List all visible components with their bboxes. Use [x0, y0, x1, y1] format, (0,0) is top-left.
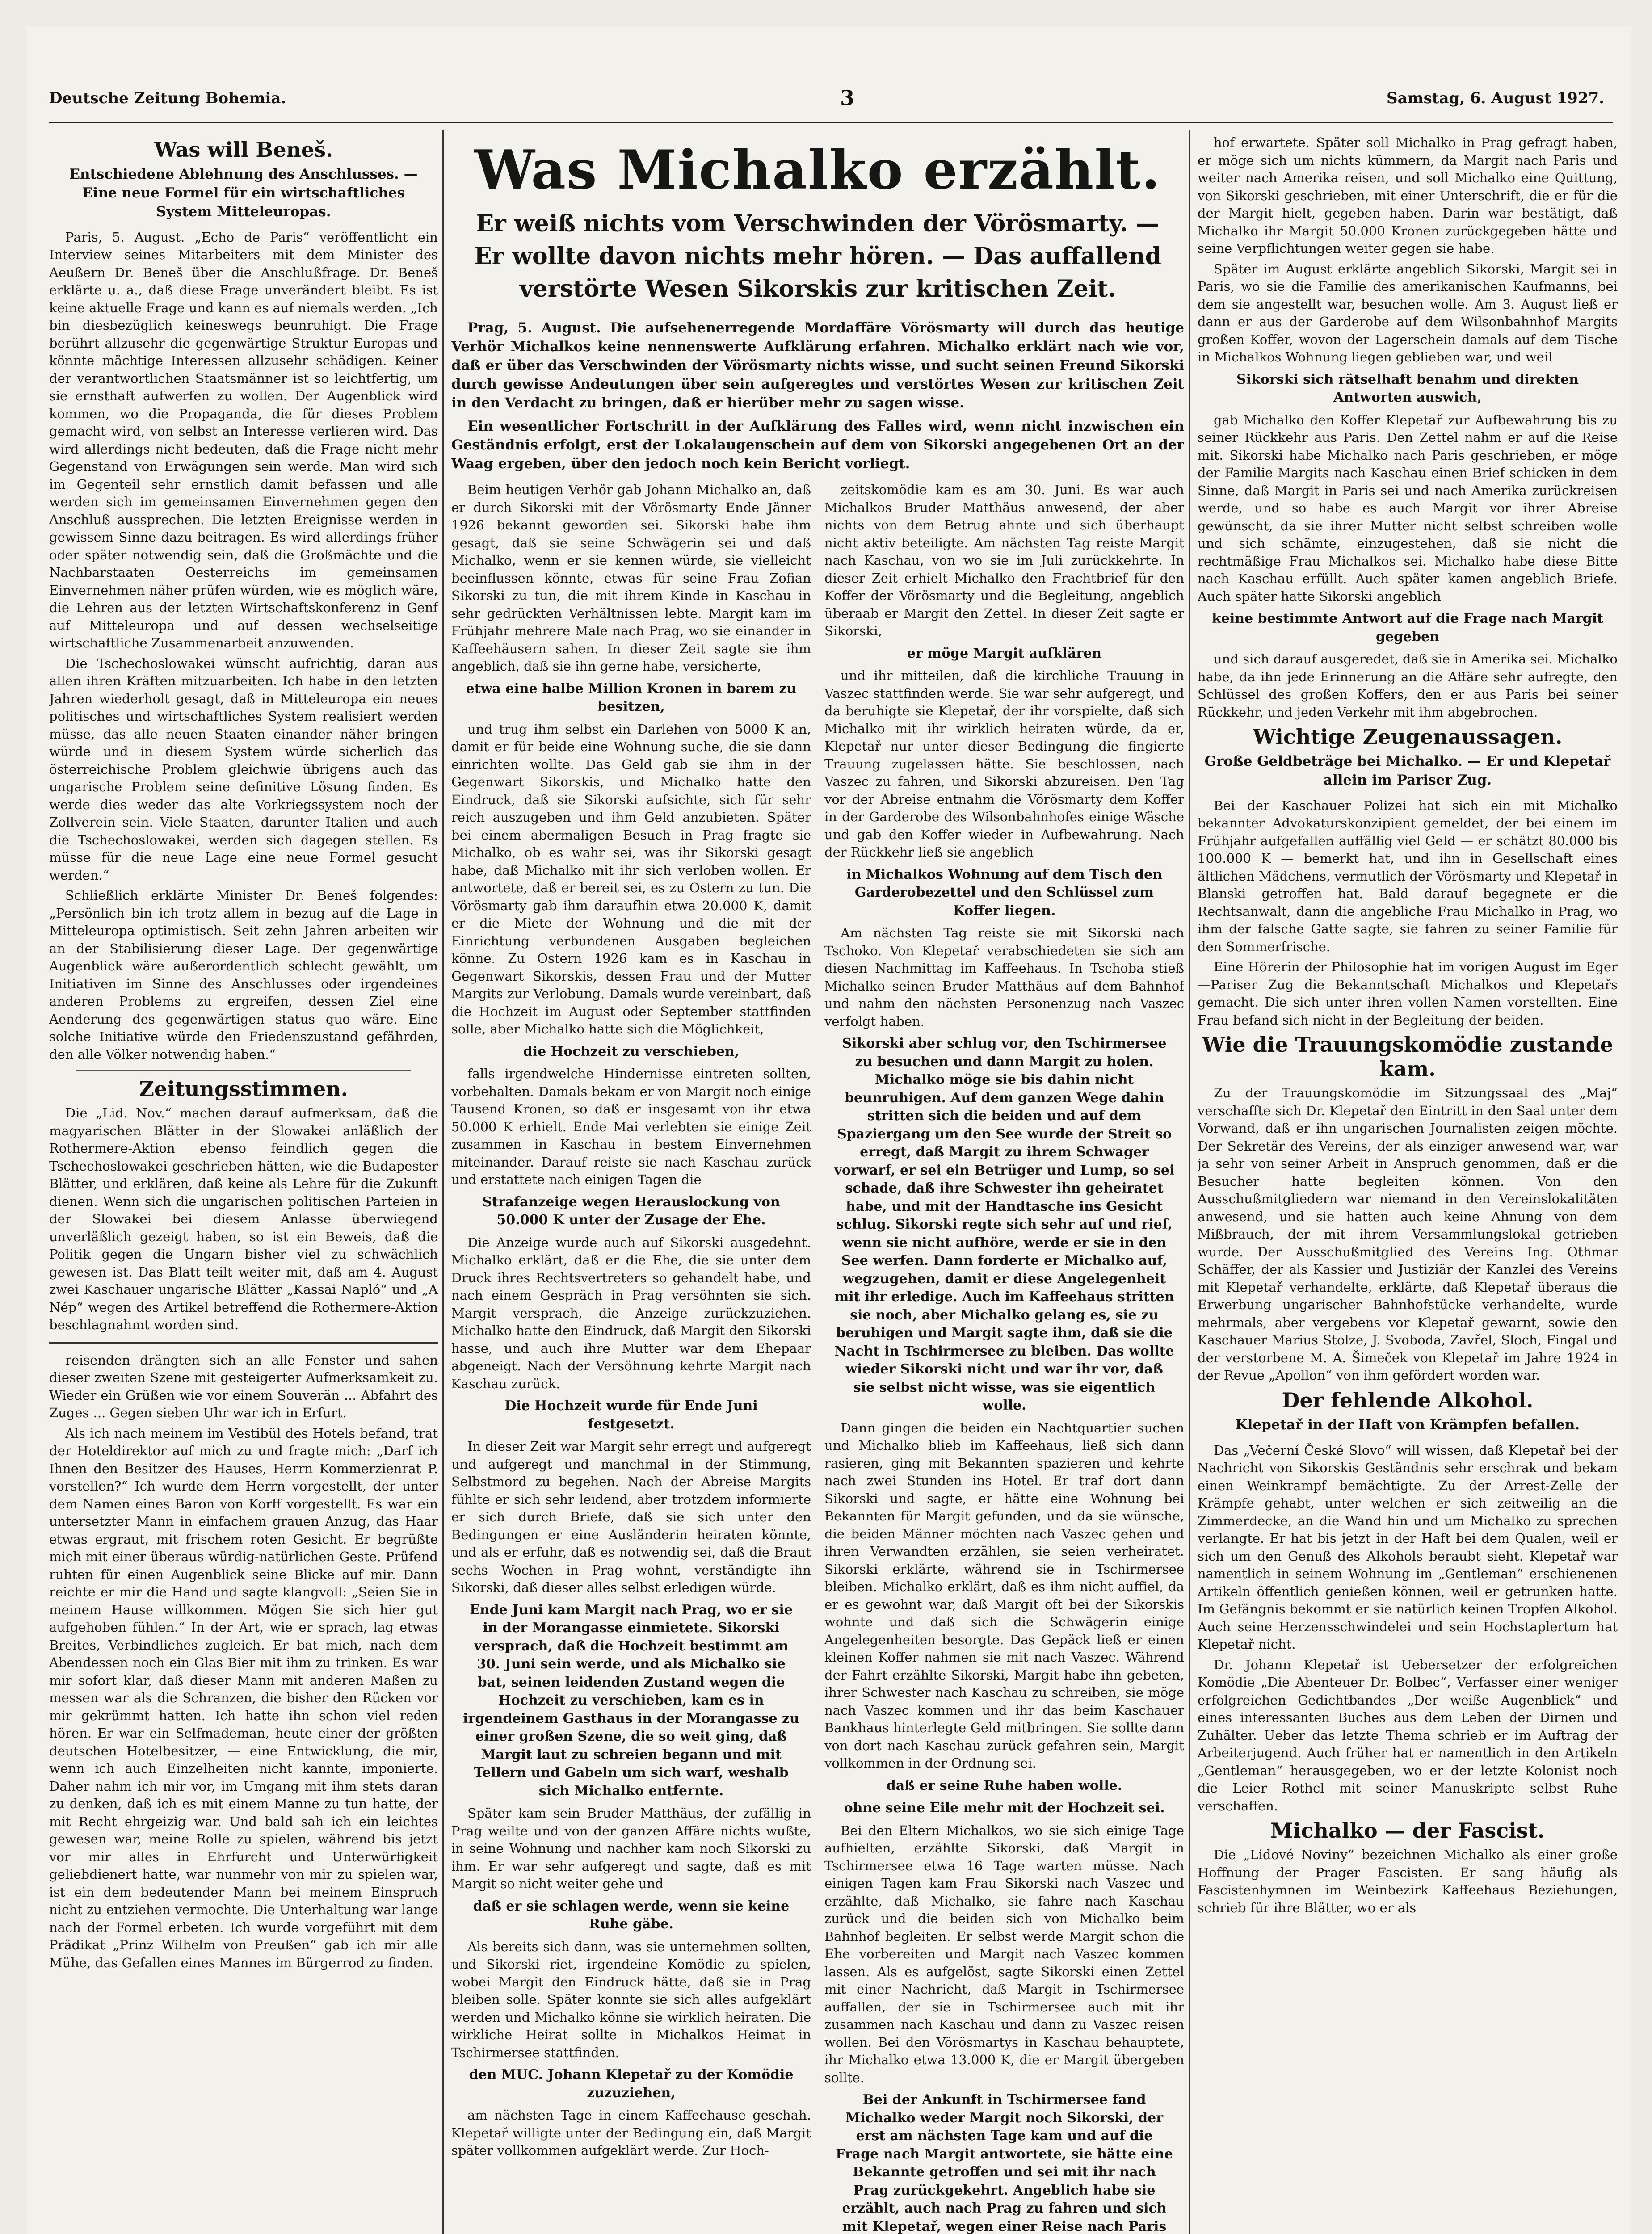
interline: Bei der Ankunft in Tschirmersee fand Michalko weder Margit noch Sikorski, der erst am nächsten Tage kam und auf die Frage nach Margit antwortete, sie hätte eine Bekannte getroffen und sei mit ihr nach Prag zurückgekehrt. Angeblich habe sie erzählt, auch nach Prag zu fahren und sich mit Klepetař, wegen einer Reise nach Paris	[836, 2092, 1173, 2234]
column-right	[1198, 134, 1618, 2234]
newspaper-page	[27, 27, 1631, 2234]
paragraph: Schließlich erklärte Minister Dr. Beneš folgendes: „Persönlich bin ich trotz allem in bezug auf die Lage in Mitteleuropa optimistisch. Seit zehn Jahren arbeiten wir an der Stabilisierung dieser Lage. Der gegenwärtige Augenblick wäre außerordentlich schlecht gewählt, um Initiativen im Sinne des Anschlusses oder irgendeines anderen Problems zu ergreifen, dessen Ziel eine Aenderung des gegenwärtigen status quo wäre. Eine solche Initiative würde den Friedenszustand gefährden, den alle Völker notwendig haben.“	[49, 888, 438, 1062]
interline: den MUC. Johann Klepetař zu der Komödie zuzuziehen,	[469, 2067, 794, 2101]
lead-paragraph-2: Ein wesentlicher Fortschritt in der Aufklärung des Falles wird, wenn nicht inzwischen ein Geständnis erfolgt, erst der Lokalaugenschein auf dem von Sikorski angegebenen Ort an der Waag ergeben, über den jedoch noch kein Bericht vorliegt.	[451, 418, 1184, 472]
paragraph: am nächsten Tage in einem Kaffeehause geschah. Klepetař willigte unter der Bedingung ein, daß Margit später vollkommen aufgeklärt werde. Zur Hoch-	[451, 2108, 811, 2158]
article-subhead-benes: Entschiedene Ablehnung des Anschlusses. — Eine neue Formel für ein wirtschaftliches System Mitteleuropas.	[69, 166, 418, 220]
paragraph: Bei den Eltern Michalkos, wo sie sich einige Tage aufhielten, erzählte Sikorski, daß Margit in Tschirmersee etwa 16 Tage warten müsse. Nach einigen Tagen kam Frau Sikorski nach Vaszec und erzählte, daß Michalko, sie fahre nach Kaschau zurück und die beiden sich von Michalko beim Bahnhof begleiten. Er selbst werde Margit schon die Ehe vorbereiten und Margit nach Vaszec kommen lassen. Als es aufgelöst, sagte Sikorski einen Zettel mit einer Nachricht, daß Margit in Tschirmersee auffallen, der sie in Tschirmersee auch mit ihr zusammen nach Kaschau und dann zu Vaszec reisen wollen. Bei den Vörösmartys in Kaschau behauptete, ihr Michalko etwa 13.000 K, die er Margit übergeben sollte.	[824, 1822, 1184, 2085]
paragraph: Als bereits sich dann, was sie unternehmen sollten, und Sikorski riet, irgendeine Komödie zu spielen, wobei Margit den Eindruck hätte, daß sie in Prag bleiben solle. Später konnte sie sich alles aufgeklärt werden und Michalko könne sie wirklich heiraten. Die wirkliche Heirat sollte in Michalkos Heimat in Tschirmersee stattfinden.	[451, 1939, 811, 2060]
paragraph: Später kam sein Bruder Matthäus, der zufällig in Prag weilte und von der ganzen Affäre nichts wußte, in seine Wohnung und nachher kam noch Sikorski zu ihm. Er war sehr aufgeregt und sagte, daß es mit Margit so nicht weiter gehe und	[451, 1806, 811, 1892]
paragraph: Die Tschechoslowakei wünscht aufrichtig, daran aus allen ihren Kräften mitzuarbeiten. Ich habe in den letzten Jahren wiederholt gesagt, daß in Mitteleuropa ein neues politisches und wirtschaftliches System realisiert werden müsse, das alle neuen Staaten einander näher bringen würde und in diesem System würde sicherlich das österreichische Problem gleichwie übrigens auch das ungarische Problem seine definitive Lösung finden. Es werde dies weder das alte Vorkriegssystem noch der Zollverein sein. Viele Staaten, darunter Italien und auch die Tschechoslowakei, werden sich dagegen stellen. Es müsse für die neue Lage eine neue Formel gesucht werden.“	[49, 655, 438, 883]
running-header	[49, 86, 1613, 121]
paragraph: Die „Lidové Noviny“ bezeichnen Michalko als einer große Hoffnung der Prager Fascisten. Er sang häufig als Fascistenhymnen im Weinbezirk Kaffeehaus Beziehungen, schrieb für ihre Blätter, wo er als	[1198, 1847, 1618, 1915]
subcolumn-right	[824, 481, 1184, 2234]
column-divider-2	[1189, 130, 1190, 2234]
paragraph: Als ich nach meinem im Vestibül des Hotels befand, trat der Hoteldirektor auf mich zu und fragte mich: „Darf ich Ihnen den Besitzer des Hauses, Herrn Kommerzienrat P. vorstellen?“ Ich wurde dem Herrn vorgestellt, der unter dem Namen eines Baron von Korff vorgestellt. Es war ein untersetzter Mann in einfachem grauen Anzug, das Haar etwas ergraut, mit frischem roten Gesicht. Er begrüßte mich mit einer überaus würdig-natürlichen Geste. Prüfend ruhten für einen Augenblick seine Blicke auf mir. Dann reichte er mir die Hand und sagte klangvoll: „Seien Sie in meinem Hause willkommen. Mögen Sie sich hier gut aufgehoben fühlen.“ In der Art, wie er sprach, lag etwas Breites, Verbindliches zugleich. Er bat mich, nach dem Abendessen noch ein Glas Bier mit ihm zu trinken. Es war mir sofort klar, daß dieser Mann mit anderen Maßen zu messen war als die Schranzen, die bisher den Rücken vor mir gekrümmt hatten. Ich hatte ihn schon viel reden hören. Er war ein Selfmademan, heute einer der größten deutschen Hotelbesitzer, — eine Entwicklung, die mir, wenn ich auch Einzelheiten nicht kannte, imponierte. Daher nahm ich mir vor, im Umgang mit ihm stets daran zu denken, daß ich es mit einem Manne zu tun hatte, der mit Recht ehrgeizig war. Und bald sah ich ein leichtes gewesen war, meine Rolle zu spielen, während bis jetzt vor mir alles in Ehrfurcht und Unterwürfigkeit geliebdienert hatte, war nunmehr von mir zu spielen war, ist ein dem bedeutender Mann bei meinem Einspruch nicht zu entziehen vermochte. Die Unterhaltung war lange nach der Formel erbeten. Ich wurde vorgeführt mit dem Prädikat „Prinz Wilhelm von Preußen“ gab ich mir alle Mühe, das Gefallen eines Mannes im Bürgerrod zu finden.	[49, 1425, 438, 1970]
paragraph: gab Michalko den Koffer Klepetař zur Aufbewahrung bis zu seiner Rückkehr aus Paris. Den Zettel nahm er auf die Reise mit. Sikorski habe Michalko nach Paris geschrieben, er möge der Familie Margits nach Kaschau einen Brief schicken in dem Sinne, daß Margit in Paris sei und nach Amerika zurückreisen werde, und so habe es auch Margit vor ihrer Abreise gewünscht, da sie ihrer Mutter nicht selbst schreiben wolle und sich schämte, einzugestehen, daß sie nicht die rechtmäßige Frau Michalkos sei. Michalko habe diese Bitte nach Kaschau erfüllt. Auch später kamen angeblich Briefe. Auch später hatte Sikorski angeblich	[1198, 412, 1618, 604]
lead-subheadline: Er weiß nichts vom Verschwinden der Vörösmarty. — Er wollte davon nichts mehr hören. — Das auffallend verstörte Wesen Sikorskis zur kritischen Zeit.	[474, 210, 1161, 302]
paragraph: reisenden drängten sich an alle Fenster und sahen dieser zweiten Szene mit gesteigerter Aufmerksamkeit zu. Wieder ein Grüßen wie vor einem Souverän ... Abfahrt des Zuges ... Gegen sieben Uhr war ich in Erfurt.	[49, 1352, 438, 1421]
paragraph: und trug ihm selbst ein Darlehen von 5000 K an, damit er für beide eine Wohnung suche, die sie dann einrichten wollte. Das Geld gab sie ihm in der Gegenwart Sikorskis, und Michalko hatte den Eindruck, daß sie Sikorski aufsichte, sich für sehr reich auszugeben und ihm Geld anzubieten. Später bei einem abermaligen Besuch in Prag fragte sie Michalko, ob es wahr sei, was ihr Sikorski gesagt habe, daß Michalko mit ihr sich verloben wollen. Er antwortete, daß er bereit sei, es zu Ostern zu tun. Die Vörösmarty gab ihm daraufhin etwa 20.000 K, damit er die Miete der Wohnung und die mit der Einrichtung verbundenen Ausgaben begleichen könne. Zu Ostern 1926 kam es in Kaschau in Gegenwart Sikorskis, dessen Frau und der Mutter Margits zur Verlobung. Damals wurde vereinbart, daß die Hochzeit im August oder September stattfinden solle, aber Michalko hatte sich die Möglichkeit,	[451, 721, 811, 1037]
paragraph: zeitskomödie kam es am 30. Juni. Es war auch Michalkos Bruder Matthäus anwesend, der aber nichts von dem Betrug ahnte und sich überhaupt nicht aktiv beteiligte. Am nächsten Tag reiste Margit nach Kaschau, von wo sie im Juli zurückkehrte. In dieser Zeit erhielt Michalko den Frachtbrief für den Koffer der Vörösmarty und die Begleitung, angeblich überaab er Margit den Zettel. In dieser Zeit sagte er Sikorski,	[824, 482, 1184, 639]
column-divider-1	[442, 130, 444, 2234]
paragraph: Zu der Trauungskomödie im Sitzungssaal des „Maj“ verschaffte sich Dr. Klepetař den Eintritt in den Saal unter dem Vorwand, daß er ihn ungarischen Journalisten zeigen möchte. Der Sekretär des Vereins, der als einziger anwesend war, war ja sehr von seiner Arbeit in Anspruch genommen, daß er die Besucher hatte begleiten können. Von den Ausschußmitgliedern war niemand in den Vereinslokalitäten anwesend, und sie hatten auch keine Ahnung von dem Mißbrauch, der mit ihrem Versammlungslokal getrieben wurde. Der Ausschußmitglied des Vereins Ing. Othmar Schäffer, der als Kassier und Justiziär der Kanzlei des Vereins mit Klepetař verhandelte, erklärte, daß Klepetař überaus die Erwerbung ungarischer Bahnhofstücke verhandelte, wurde mehrmals, aber vergebens vor Klepetař gewarnt, sowie den Kaschauer Marius Stolze, J. Svoboda, Zavřel, Sloch, Fingal und der verstorbene M. A. Šimeček von Klepetař im Jahre 1924 in der Revue „Apollon“ von ihm gefördert worden war.	[1198, 1085, 1618, 1383]
header-masthead: Deutsche Zeitung Bohemia.	[49, 89, 286, 107]
paragraph: Eine Hörerin der Philosophie hat im vorigen August im Eger—Pariser Zug die Bekanntschaft Michalkos und Klepetařs gemacht. Die sich unter ihren vollen Namen vorstellten. Eine Frau befand sich nicht in der Begleitung der beiden.	[1198, 959, 1618, 1028]
lead-headline: Was Michalko erzählt.	[475, 139, 1161, 202]
interline: daß er seine Ruhe haben wolle.	[886, 1777, 1122, 1793]
interline: die Hochzeit zu verschieben,	[523, 1043, 740, 1059]
paragraph: falls irgendwelche Hindernisse eintreten sollten, vorbehalten. Damals bekam er von Margit noch einige Tausend Kronen, so daß er insgesamt von ihr etwa 50.000 K erhielt. Ende Mai verlebten sie einige Zeit zusammen in Kaschau in bestem Einvernehmen miteinander. Darauf reiste sie nach Kaschau zurück und erstattete nach einigen Tagen die	[451, 1066, 811, 1188]
paragraph: In dieser Zeit war Margit sehr erregt und aufgeregt und aufgeregt und manchmal in der Stimmung, Selbstmord zu begehen. Nach der Abreise Margits fühlte er sich sehr leidend, aber trotzdem informierte er sich durch Briefe, daß sie sich unter den Bedingungen er eine Ausländerin heiraten könnte, und als er erfuhr, daß es notwendig sei, daß die Braut sechs Wochen in Prag wohnt, verständigte ihn Sikorski, daß dieser alles selbst erledigen würde.	[451, 1439, 811, 1596]
two-column-body	[451, 481, 1184, 2234]
paragraph: Das „Večerní České Slovo“ will wissen, daß Klepetař bei der Nachricht von Sikorskis Geständnis sehr erschrak und bekam einen Weinkrampf bemächtigte. Zu der Arrest-Zelle der Krämpfe gehabt, unter welchen er sich zeitweilig an die Zimmerdecke, an die Wand hin und um Michalko zu sprechen verlangte. Er hat bis jetzt in der Haft bei dem Qualen, weil er sich um den Genuß des Alkohols beraubt sieht. Klepetař war namentlich in seinem Wohnung im „Gentleman“ erschienenen Artikeln öffentlich genießen können, weil er getrunken hatte. Im Gefängnis bekommt er sie natürlich keinen Tropfen Alkohol. Auch seine Herzensschwindelei und sein Hochstaplertum hat Klepetař nicht.	[1198, 1442, 1618, 1652]
paragraph: Bei der Kaschauer Polizei hat sich ein mit Michalko bekannter Advokaturskonzipient gemeldet, der bei einem im Frühjahr aufgefallen auffällig viel Geld — er schätzt 80.000 bis 100.000 K — bemerkt hat, und ihn in Gesellschaft eines ältlichen Mädchens, vermutlich der Vörösmarty und Klepetař in Blanski getroffen hat. Bald darauf begegnete er die Rechtsanwalt, dann die angebliche Frau Michalko in Prag, wo ihm der falsche Gatte sagte, sie fahren zu seiner Familie für den Sommerfrische.	[1198, 798, 1618, 954]
paragraph: Dr. Johann Klepetař ist Uebersetzer der erfolgreichen Komödie „Die Abenteuer Dr. Bolbec“, Verfasser einer weniger erfolgreichen Gedichtbandes „Der weiße Augenblick“ und eines interessanten Buches aus dem Leben der Dirnen und Zuhälter. Ueber das letzte Thema schrieb er im Auftrag der Arbeiterjugend. Auch früher hat er namentlich in den Artikeln „Gentleman“ herausgegeben, wo er der letzte Kolonist noch die Leier Rothcl mit seiner Manuskripte selbst Ruhe verschaffen.	[1198, 1657, 1618, 1814]
interline: Strafanzeige wegen Herauslockung von 50.000 K unter der Zusage der Ehe.	[482, 1194, 780, 1228]
divider	[76, 1070, 411, 1071]
interline: er möge Margit aufklären	[907, 645, 1102, 661]
feuilleton-rule	[49, 1342, 438, 1344]
paragraph: Dann gingen die beiden ein Nachtquartier suchen und Michalko blieb im Kaffeehaus, ließ sich dann rasieren, ging mit Bekannten spazieren und kehrte nach zwei Stunden ins Hotel. Er traf dort dann Sikorski und sagte, er hätte eine Wohnung bei Bekannten für Margit gefunden, und da sie wünsche, die beiden Männer möchten nach Vaszec gehen und ihren Verwandten erzählen, sie seien verheiratet. Sikorski erklärte, während sie in Tschirmersee bleiben. Michalko erklärt, daß es ihm nicht auffiel, da er es gewohnt war, daß Margit oft bei der Sikorskis wohnte und daß sich die Schwägerin einige Angelegenheiten besorgte. Das Gepäck ließ er einen kleinen Koffer nahmen sie mit nach Vaszec. Während der Fahrt erzählte Sikorski, Margit habe ihn gebeten, ihrer Schwester nach Kaschau zu schreiben, sie möge nach Vaszec kommen und ihr das beim Kaschauer Bankhaus hinterlegte Geld mitbringen. Sie sollte dann von dort nach Kaschau zurück gefahren sein, Margit vollkommen in der Ordnung sei.	[824, 1420, 1184, 1771]
section-title-trauungskomoedie: Wie die Trauungskomödie zustande kam.	[1202, 1033, 1614, 1081]
lead-paragraph: Prag, 5. August. Die aufsehenerregende Mordaffäre Vörösmarty will durch das heutige Verhör Michalkos keine nennenswerte Aufklärung erfahren. Michalko erklärt nach wie vor, daß er über das Verschwinden der Vörösmarty nichts wisse, und sucht seinen Freund Sikorski durch gewisse Andeutungen über sein aufgeregtes und verstörtes Wesen zur kritischen Zeit in den Verdacht zu bringen, daß er hierüber mehr zu sagen wisse.	[451, 320, 1184, 412]
section-title-fascist: Michalko — der Fascist.	[1270, 1818, 1545, 1843]
interline: Ende Juni kam Margit nach Prag, wo er sie in der Morangasse einmietete. Sikorski versprach, daß die Hochzeit bestimmt am 30. Juni sein werde, und als Michalko sie bat, seinen leidenden Zustand wegen die Hochzeit zu verschieben, kam es in irgendeinem Gasthaus in der Morangasse zu einer großen Szene, die so weit ging, daß Margit laut zu schreien begann und mit Tellern und Gabeln um sich warf, weshalb sich Michalko entfernte.	[463, 1602, 799, 1799]
interline: ohne seine Eile mehr mit der Hochzeit sei.	[844, 1800, 1165, 1816]
section-subhead: Klepetař in der Haft von Krämpfen befallen.	[1235, 1416, 1580, 1433]
interline: Die Hochzeit wurde für Ende Juni festgesetzt.	[504, 1398, 758, 1432]
header-rule	[49, 122, 1613, 123]
section-subhead: Große Geldbeträge bei Michalko. — Er und Klepetař allein im Pariser Zug.	[1204, 753, 1611, 788]
interline: Sikorski aber schlug vor, den Tschirmersee zu besuchen und dann Margit zu holen. Michalko möge sie bis dahin nicht beunruhigen. Auf dem ganzen Wege dahin stritten sich die beiden und auf dem Spaziergang um den See wurde der Streit so erregt, daß Margit zu ihrem Schwager vorwarf, er sei ein Betrüger und Lump, so sei schade, daß ihre Schwester ihn geheiratet habe, und mit der Handtasche ins Gesicht schlug. Sikorski regte sich sehr auf und rief, wenn sie nicht aufhöre, werde er sie in den See werfen. Dann forderte er Michalko auf, wegzugehen, damit er diese Angelegenheit mit ihr erledige. Auch im Kaffeehaus stritten sie noch, aber Michalko gelang es, sie zu beruhigen und Margit sagte ihm, daß sie die Nacht in Tschirmersee zu bleiben. Das wollte wieder Sikorski nicht und war ihr vor, daß sie selbst nicht wisse, was sie eigentlich wolle.	[834, 1036, 1175, 1414]
interline: etwa eine halbe Million Kronen in barem zu besitzen,	[466, 680, 797, 715]
header-page-number: 3	[840, 86, 855, 110]
paragraph: Am nächsten Tag reiste sie mit Sikorski nach Tschoko. Von Klepetař verabschiedeten sie sich am diesen Nachmittag im Kaffeehaus. In Tschoba stieß Michalko seinen Bruder Matthäus auf dem Bahnhof und nahm den nächsten Personenzug nach Vaszec verfolgt haben.	[824, 925, 1184, 1029]
paragraph: Paris, 5. August. „Echo de Paris“ veröffentlicht ein Interview seines Mitarbeiters mit dem Minister des Aeußern Dr. Beneš über die Anschlußfrage. Dr. Beneš erklärte u. a., daß diese Frage unverändert bleibt. Es ist keine aktuelle Frage und kann es auf niemals werden. „Ich bin diesbezüglich keineswegs beunruhigt. Die Frage berührt allzusehr die gegenwärtige Struktur Europas und könnte mächtige Interessen allzusehr schädigen. Keiner der verantwortlichen Staatsmänner ist so leichtfertig, um sie ernsthaft aufwerfen zu wollen. Der Augenblick wird kommen, wo die Propaganda, die für dieses Problem gemacht wird, von selbst an Interesse verlieren wird. Das wird allerdings nicht bedeuten, daß die Frage nicht mehr Gegenstand von Erwägungen sein werde. Man wird sich im Gegenteil sehr ernstlich damit befassen und alle werden sich im gemeinsamen Einvernehmen gegen den Anschluß aussprechen. Die letzten Ereignisse werden in gewissem Sinne dazu beitragen. Es wird allerdings früher oder später notwendig sein, daß die Großmächte und die Nachbarstaaten Oesterreichs im gemeinsamen Einvernehmen näher prüfen würden, wie es möglich wäre, die Lehren aus der letzten Wirtschaftskonferenz in Genf auf Mitteleuropa und auf dessen wechselseitige wirtschaftliche Zusammenarbeit anzuwenden.	[49, 229, 438, 651]
column-center	[451, 134, 1184, 2234]
interline: in Michalkos Wohnung auf dem Tisch den Garderobezettel und den Schlüssel zum Koffer liegen.	[846, 866, 1163, 919]
header-date: Samstag, 6. August 1927.	[1387, 89, 1604, 107]
paragraph: und sich darauf ausgeredet, daß sie in Amerika sei. Michalko habe, da ihn jede Erinnerung an die Affäre sehr aufregte, den Schlüssel des großen Koffers, den er aus Paris bei seiner Rückkehr, und jeden Verkehr mit ihm abgebrochen.	[1198, 651, 1618, 720]
paragraph: hof erwartete. Später soll Michalko in Prag gefragt haben, er möge sich um nichts kümmern, da Margit nach Paris und weiter nach Amerika reisen, und soll Michalko eine Quittung, von Sikorski geschrieben, mit einer Unterschrift, die er für die der Margit hielt, gegeben haben. Darin war bestätigt, daß Michalko ihr Margit 50.000 Kronen zurückgegeben hätte und seine Verpflichtungen weiter gegen sie habe.	[1198, 135, 1618, 256]
article-title-benes: Was will Beneš.	[154, 138, 333, 162]
interline: daß er sie schlagen werde, wenn sie keine Ruhe gäbe.	[473, 1898, 790, 1932]
paragraph: und ihr mitteilen, daß die kirchliche Trauung in Vaszec stattfinden werde. Sie war sehr aufgeregt, und da beruhigte sie Klepetař, der ihr vorspielte, daß sich Michalko mit ihr wirklich heiraten würde, da er, Klepetař nur unter dieser Bedingung die fingierte Trauung zugelassen hätte. Sie beschlossen, nach Vaszec zu fahren, und Sikorski abzureisen. Den Tag vor der Abreise entnahm die Vörösmarty dem Koffer in der Garderobe des Wilsonbahnhofes einige Wäsche und gab den Koffer wieder in Aufbewahrung. Nach der Rückkehr ließ sie angeblich	[824, 668, 1184, 860]
paragraph: Die „Lid. Nov.“ machen darauf aufmerksam, daß die magyarischen Blätter in der Slowakei anläßlich der Rothermere-Aktion ebenso feindlich gegen die Tschechoslowakei geschrieben hätten, wie die Budapester Blätter, und erklären, daß keine als Lehre für die Zukunft dienen. Wenn sich die ungarischen politischen Parteien in der Slowakei bei diesem Anlasse überwiegend unverläßlich gezeigt haben, so ist ein Beweis, daß die Politik gegen die Ungarn bisher viel zu schwächlich gewesen ist. Das Blatt teilt weiter mit, daß am 4. August zwei Kaschauer ungarische Blätter „Kassai Napló“ und „A Nép“ wegen des Artikel betreffend die Rothermere-Aktion beschlagnahmt worden sind.	[49, 1105, 438, 1333]
section-title-zeugenaussagen: Wichtige Zeugenaussagen.	[1253, 725, 1563, 749]
interline: Sikorski sich rätselhaft benahm und direkten Antworten auswich,	[1236, 371, 1579, 405]
column-left	[49, 134, 438, 2234]
interline: keine bestimmte Antwort auf die Frage nach Margit gegeben	[1211, 611, 1604, 645]
paragraph: Später im August erklärte angeblich Sikorski, Margit sei in Paris, wo sie die Familie des amerikanischen Kaufmanns, bei dem sie angestellt war, besuchen wolle. Am 3. August ließ er dann er aus der Garderobe auf dem Wilsonbahnhof Margits großen Koffer, wovon der Lagerschein damals auf dem Tische in Michalkos Wohnung liegen geblieben war, und weil	[1198, 261, 1618, 365]
subcolumn-left	[451, 481, 811, 2234]
article-title-zeitungsstimmen: Zeitungsstimmen.	[139, 1077, 348, 1101]
section-title-alkohol: Der fehlende Alkohol.	[1282, 1388, 1534, 1412]
paragraph: Beim heutigen Verhör gab Johann Michalko an, daß er durch Sikorski mit der Vörösmarty Ende Jänner 1926 bekannt geworden sei. Sikorski habe ihm gesagt, daß sie seine Schwägerin sei und daß Michalko, wenn er sie kennen würde, sie vielleicht beeinflussen könnte, etwas für seine Frau Zofian Sikorski zu tun, die mit ihrem Kinde in Kaschau in sehr gedrückten Verhältnissen lebte. Margit kam im Frühjahr mehrere Male nach Prag, wo sie einander in Kaffeehäusern sahen. In dieser Zeit sagte sie ihm angeblich, daß sie ihn gerne habe, versicherte,	[451, 482, 811, 674]
paragraph: Die Anzeige wurde auch auf Sikorski ausgedehnt. Michalko erklärt, daß er die Ehe, die sie unter dem Druck ihres Rechtsvertreters so gehandelt habe, und nach einem Gespräch in Prag versöhnten sie sich. Margit versprach, die Anzeige zurückzuziehen. Michalko hatte den Eindruck, daß Margit den Sikorski hasse, und auch ihre Mutter war dem Ehepaar abgeneigt. Nach der Versöhnung kehrte Margit nach Kaschau zurück.	[451, 1235, 811, 1391]
